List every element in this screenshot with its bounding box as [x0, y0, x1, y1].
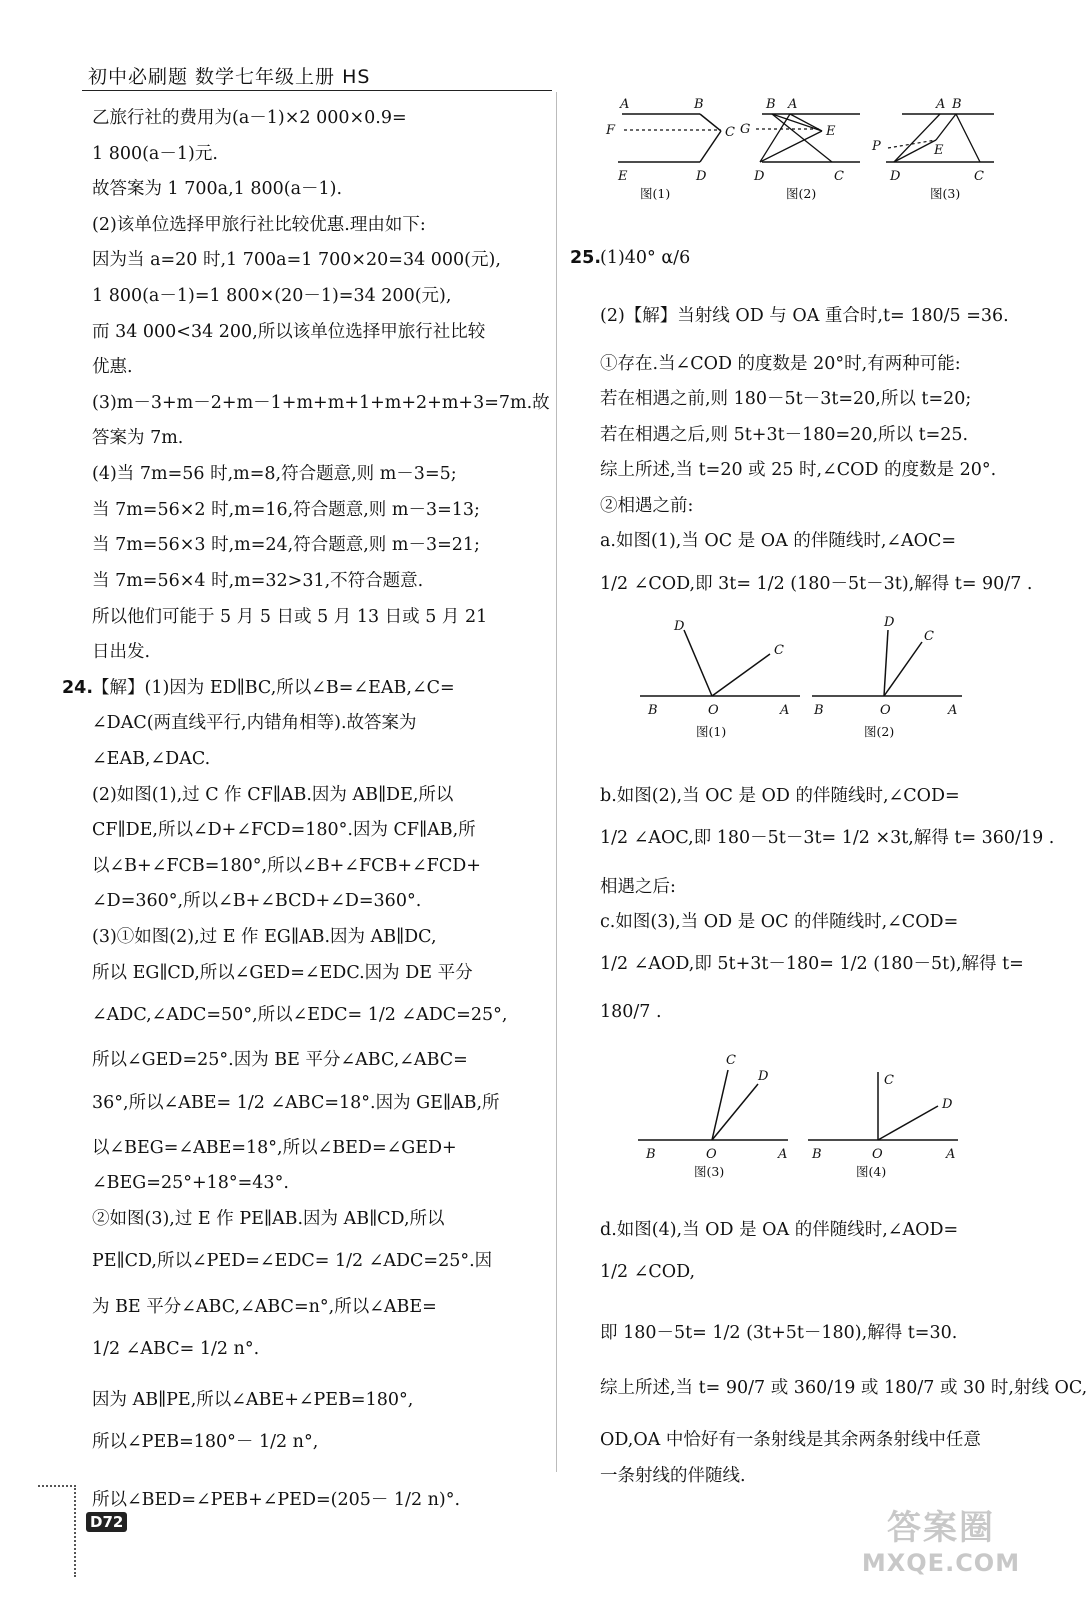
line-text: 1/2 ∠ABC= 1/2 n°. [92, 1339, 260, 1359]
line-text: 所以 EG∥CD,所以∠GED=∠EDC.因为 DE 平分 [92, 963, 473, 983]
line-text: 所以∠BED=∠PEB+∠PED=(205－ 1/2 n)°. [92, 1490, 461, 1510]
text-line [92, 146, 218, 164]
line-text: 故答案为 1 700a,1 800(a－1). [92, 179, 343, 199]
svg-text:D: D [696, 169, 707, 184]
text-line [92, 822, 476, 840]
svg-text:A: A [788, 97, 798, 112]
text-line [92, 1175, 289, 1193]
figure-parallel-1 [608, 96, 740, 204]
svg-text:C: C [924, 629, 934, 644]
question-number: 24. [62, 678, 94, 698]
line-text: ∠ADC,∠ADC=50°,所以∠EDC= 1/2 ∠ADC=25°, [92, 1005, 508, 1025]
svg-text:E: E [826, 124, 836, 139]
svg-text:O: O [706, 1147, 717, 1162]
line-text: 以∠BEG=∠ABE=18°,所以∠BED=∠GED+ [92, 1138, 457, 1158]
svg-text:B: B [694, 97, 704, 112]
line-text: 1/2 ∠AOC,即 180－5t－3t= 1/2 ×3t,解得 t= 360/19 . [600, 828, 1055, 848]
line-text: 一条射线的伴随线. [600, 1466, 746, 1486]
page-number: D72 [86, 1512, 127, 1532]
svg-text:B: B [648, 703, 658, 718]
svg-text:C: C [834, 169, 844, 184]
column-divider [556, 92, 557, 1472]
line-text: 若在相遇之后,则 5t+3t－180=20,所以 t=25. [600, 425, 969, 445]
text-line [600, 1468, 746, 1486]
text-line [92, 430, 183, 448]
line-text: OD,OA 中恰好有一条射线是其余两条射线中任意 [600, 1430, 981, 1450]
line-text: ∠DAC(两直线平行,内错角相等).故答案为 [92, 713, 417, 733]
line-text: ①存在.当∠COD 的度数是 20°时,有两种可能: [600, 354, 961, 374]
svg-text:D: D [758, 1069, 769, 1084]
line-text: ∠D=360°,所以∠B+∠BCD+∠D=360°. [92, 891, 422, 911]
text-line [92, 858, 481, 876]
text-line [600, 356, 961, 374]
text-line [92, 502, 480, 520]
svg-text:D: D [942, 1097, 953, 1112]
text-line [92, 288, 451, 306]
line-text: 所以∠PEB=180°－ 1/2 n°, [92, 1432, 319, 1452]
line-text: 综上所述,当 t= 90/7 或 360/19 或 180/7 或 30 时,射线 OC, [600, 1378, 1087, 1398]
text-line [92, 324, 485, 342]
line-text: 当 7m=56×3 时,m=24,符合题意,则 m－3=21; [92, 535, 480, 555]
line-text: (2)该单位选择甲旅行社比较优惠.理由如下: [92, 215, 426, 235]
text-line [92, 1211, 445, 1229]
svg-text:A: A [936, 97, 946, 112]
line-text: (3)①如图(2),过 E 作 EG∥AB.因为 AB∥DC, [92, 927, 437, 947]
svg-text:B: B [646, 1147, 656, 1162]
line-text: 因为当 a=20 时,1 700a=1 700×20=34 000(元), [92, 250, 501, 270]
line-text: b.如图(2),当 OC 是 OD 的伴随线时,∠COD= [600, 786, 960, 806]
svg-text:A: A [946, 1147, 956, 1162]
svg-text:G: G [740, 122, 751, 137]
text-line [600, 576, 1032, 594]
line-text: a.如图(1),当 OC 是 OA 的伴随线时,∠AOC= [600, 531, 957, 551]
line-text: c.如图(3),当 OD 是 OC 的伴随线时,∠COD= [600, 912, 959, 932]
header-rule [82, 90, 552, 91]
svg-text:A: A [778, 1147, 788, 1162]
line-text: 优惠. [92, 357, 133, 377]
svg-text:C: C [974, 169, 984, 184]
text-line [600, 788, 960, 806]
text-line [92, 787, 453, 805]
line-text: (3)m－3+m－2+m－1+m+m+1+m+2+m+3=7m.故 [92, 393, 550, 413]
svg-text:B: B [952, 97, 962, 112]
text-line [600, 533, 956, 551]
line-text: 当 7m=56×4 时,m=32>31,不符合题意. [92, 571, 424, 591]
text-line [92, 715, 417, 733]
line-text: (4)当 7m=56 时,m=8,符合题意,则 m－3=5; [92, 464, 457, 484]
text-line [92, 609, 487, 627]
line-text: 所以∠GED=25°.因为 BE 平分∠ABC,∠ABC= [92, 1050, 468, 1070]
svg-text:D: D [884, 615, 895, 630]
svg-text:D: D [890, 169, 901, 184]
text-line [600, 462, 996, 480]
text-line [92, 466, 457, 484]
svg-text:图(3): 图(3) [694, 1164, 725, 1179]
svg-text:F: F [606, 123, 616, 138]
text-line [600, 1432, 981, 1450]
text-line [92, 1392, 413, 1410]
text-line [600, 914, 958, 932]
text-line [92, 1253, 492, 1271]
line-text: CF∥DE,所以∠D+∠FCD=180°.因为 CF∥AB,所 [92, 820, 476, 840]
text-line [92, 893, 421, 911]
text-line [600, 830, 1054, 848]
text-line [600, 427, 968, 445]
line-text: 即 180－5t= 1/2 (3t+5t－180),解得 t=30. [600, 1323, 958, 1343]
svg-text:E: E [934, 143, 944, 158]
line-text: 答案为 7m. [92, 428, 184, 448]
line-text: 【解】(1)因为 ED∥BC,所以∠B=∠EAB,∠C= [92, 678, 455, 698]
text-line [92, 644, 150, 662]
line-text: 1 800(a－1)=1 800×(20－1)=34 200(元), [92, 286, 452, 306]
line-text: 以∠B+∠FCB=180°,所以∠B+∠FCB+∠FCD+ [92, 856, 481, 876]
svg-text:A: A [780, 703, 790, 718]
svg-text:A: A [620, 97, 630, 112]
svg-text:图(3): 图(3) [930, 186, 961, 201]
text-line [92, 537, 480, 555]
text-line [92, 573, 423, 591]
text-line [92, 929, 437, 947]
svg-text:C: C [725, 125, 735, 140]
svg-text:P: P [872, 139, 881, 154]
figure-rays-4 [808, 1048, 968, 1178]
figure-rays-3 [638, 1048, 798, 1178]
line-text: 综上所述,当 t=20 或 25 时,∠COD 的度数是 20°. [600, 460, 997, 480]
line-text: 1/2 ∠COD,即 3t= 1/2 (180－5t－3t),解得 t= 90/7 . [600, 574, 1033, 594]
line-text: ∠BEG=25°+18°=43°. [92, 1173, 289, 1193]
svg-text:B: B [814, 703, 824, 718]
text-line [570, 248, 691, 268]
figure-rays-2 [812, 612, 972, 742]
text-line [600, 308, 1009, 326]
text-line [92, 1492, 460, 1510]
line-text: 为 BE 平分∠ABC,∠ABC=n°,所以∠ABE= [92, 1297, 437, 1317]
svg-text:O: O [872, 1147, 883, 1162]
line-text: (2)【解】当射线 OD 与 OA 重合时,t= 180/5 =36. [600, 306, 1009, 326]
svg-text:C: C [726, 1053, 736, 1068]
text-line [92, 181, 342, 199]
watermark-logo: 答案圈 MXQE.COM [861, 1508, 1021, 1577]
line-text: 1 800(a－1)元. [92, 144, 218, 164]
svg-text:D: D [754, 169, 765, 184]
svg-text:O: O [880, 703, 891, 718]
figure-parallel-2 [742, 96, 872, 204]
question-number: 25. [570, 248, 602, 268]
svg-text:B: B [766, 97, 776, 112]
line-text: 因为 AB∥PE,所以∠ABE+∠PEB=180°, [92, 1390, 414, 1410]
text-line [92, 1434, 318, 1452]
text-line [600, 956, 1024, 974]
line-text: 所以他们可能于 5 月 5 日或 5 月 13 日或 5 月 21 [92, 607, 488, 627]
text-line [92, 359, 133, 377]
line-text: 180/7 . [600, 1002, 662, 1022]
svg-text:图(4): 图(4) [856, 1164, 887, 1179]
line-text: 36°,所以∠ABE= 1/2 ∠ABC=18°.因为 GE∥AB,所 [92, 1093, 500, 1113]
text-line [92, 1052, 468, 1070]
text-line [92, 1095, 500, 1113]
text-line [92, 751, 210, 769]
text-line [600, 1004, 662, 1022]
text-line [92, 1007, 507, 1025]
footer-dotted-bracket [38, 1485, 76, 1577]
line-text: ②相遇之前: [600, 496, 694, 516]
page-header: 初中必刷题 数学七年级上册 HS [88, 66, 371, 88]
line-text: 日出发. [92, 642, 151, 662]
text-line [600, 498, 693, 516]
svg-text:图(2): 图(2) [786, 186, 817, 201]
line-text: PE∥CD,所以∠PED=∠EDC= 1/2 ∠ADC=25°.因 [92, 1251, 493, 1271]
svg-text:B: B [812, 1147, 822, 1162]
svg-text:C: C [884, 1073, 894, 1088]
text-line [92, 252, 501, 270]
line-text: 相遇之后: [600, 877, 676, 897]
svg-text:D: D [674, 619, 685, 634]
text-line [92, 217, 426, 235]
line-text: 1/2 ∠AOD,即 5t+3t－180= 1/2 (180－5t),解得 t= [600, 954, 1024, 974]
line-text: 1/2 ∠COD, [600, 1262, 696, 1282]
line-text: 当 7m=56×2 时,m=16,符合题意,则 m－3=13; [92, 500, 480, 520]
text-line [62, 678, 455, 698]
text-line [92, 1299, 437, 1317]
text-line [600, 1380, 1087, 1398]
text-line [92, 395, 550, 413]
svg-text:E: E [618, 169, 628, 184]
line-text: (2)如图(1),过 C 作 CF∥AB.因为 AB∥DE,所以 [92, 785, 454, 805]
text-line [92, 965, 473, 983]
figure-rays-1 [640, 612, 800, 742]
line-text: 乙旅行社的费用为(a－1)×2 000×0.9= [92, 108, 407, 128]
svg-text:图(1): 图(1) [640, 186, 671, 201]
figure-parallel-3 [866, 96, 1006, 204]
svg-text:图(2): 图(2) [864, 724, 895, 739]
text-line [92, 1140, 457, 1158]
svg-text:A: A [948, 703, 958, 718]
line-text: ∠EAB,∠DAC. [92, 749, 211, 769]
text-line [600, 1222, 958, 1240]
line-text: d.如图(4),当 OD 是 OA 的伴随线时,∠AOD= [600, 1220, 959, 1240]
text-line [92, 110, 407, 128]
text-line [92, 1341, 259, 1359]
line-text: (1)40° α/6 [600, 248, 691, 268]
svg-text:O: O [708, 703, 719, 718]
text-line [600, 879, 676, 897]
text-line [600, 391, 971, 409]
svg-text:C: C [774, 643, 784, 658]
line-text: ②如图(3),过 E 作 PE∥AB.因为 AB∥CD,所以 [92, 1209, 445, 1229]
text-line [600, 1325, 957, 1343]
text-line [600, 1264, 695, 1282]
svg-text:图(1): 图(1) [696, 724, 727, 739]
line-text: 而 34 000<34 200,所以该单位选择甲旅行社比较 [92, 322, 486, 342]
line-text: 若在相遇之前,则 180－5t－3t=20,所以 t=20; [600, 389, 972, 409]
